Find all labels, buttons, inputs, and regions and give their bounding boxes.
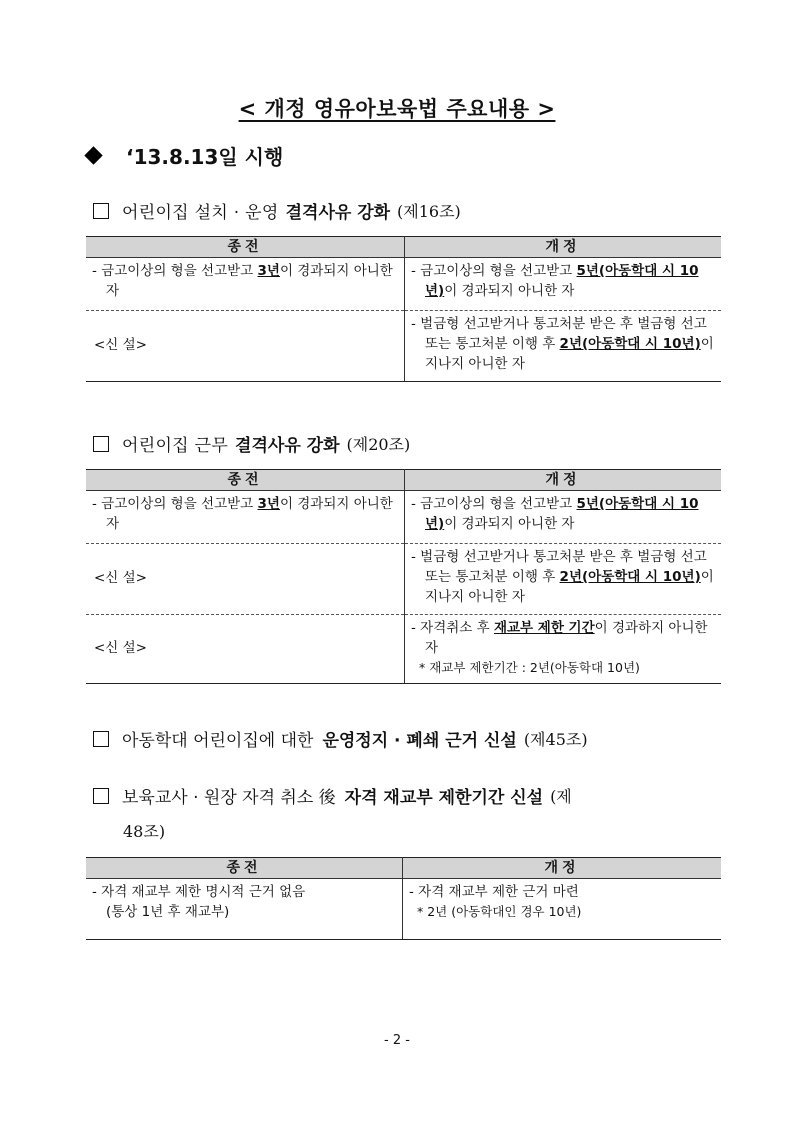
page-number: - 2 - <box>384 1033 410 1048</box>
section-label: 아동학대 어린이집에 대한 <box>122 731 314 751</box>
header-old: 종전 <box>86 237 405 258</box>
section-label: 어린이집 설치 · 운영 <box>122 203 279 223</box>
footnote: * 재교부 제한기간 : 2년(아동학대 10년) <box>419 660 640 675</box>
section-heading-16 <box>93 198 461 223</box>
new-cell: - 벌금형 선고받거나 통고처분 받은 후 벌금형 선고 또는 통고처분 이행 후 2년(아동학대 시 10년)이 지나지 아니한 자 <box>405 311 722 382</box>
diamond-bullet-icon <box>84 146 102 164</box>
comparison-table-48 <box>86 857 721 940</box>
checkbox-square-icon <box>93 436 109 452</box>
section-label: 보육교사 · 원장 자격 취소 後 <box>122 788 336 808</box>
page-title: < 개정 영유아보육법 주요내용 > <box>238 97 556 121</box>
section-label: 어린이집 근무 <box>122 436 229 456</box>
section-heading-48 <box>93 783 572 808</box>
comparison-table-20 <box>86 469 721 684</box>
checkbox-square-icon <box>93 731 109 747</box>
section-article-ref: (제20조) <box>346 435 411 454</box>
old-cell: <신 설> <box>86 311 405 382</box>
section-bold-label: 자격 재교부 제한기간 신설 <box>344 788 544 808</box>
section-bold-label: 운영정지 · 폐쇄 근거 신설 <box>322 731 517 751</box>
effective-date-heading <box>85 141 283 170</box>
table-row <box>86 491 721 544</box>
section-article-ref-continued: 48조) <box>123 822 166 841</box>
table-row <box>86 544 721 615</box>
section-article-ref: (제 <box>550 787 572 806</box>
table-row <box>86 258 721 311</box>
section-article-ref: (제45조) <box>523 730 588 749</box>
checkbox-square-icon <box>93 203 109 219</box>
old-cell: - 금고이상의 형을 선고받고 3년이 경과되지 아니한 자 <box>86 258 405 311</box>
comparison-table-16 <box>86 236 721 382</box>
old-cell: - 자격 재교부 제한 명시적 근거 없음 (통상 1년 후 재교부) <box>86 879 403 940</box>
table-row <box>86 311 721 382</box>
section-bold-label: 결격사유 강화 <box>285 203 391 223</box>
old-cell: - 금고이상의 형을 선고받고 3년이 경과되지 아니한 자 <box>86 491 405 544</box>
section-bold-label: 결격사유 강화 <box>235 436 340 456</box>
new-cell: - 자격 재교부 제한 근거 마련 * 2년 (아동학대인 경우 10년) <box>403 879 722 940</box>
header-new: 개정 <box>403 858 722 879</box>
old-cell: <신 설> <box>86 544 405 615</box>
old-cell: <신 설> <box>86 615 405 684</box>
section-heading-45 <box>93 726 588 751</box>
section-heading-20 <box>93 431 410 456</box>
footnote: * 2년 (아동학대인 경우 10년) <box>417 904 582 919</box>
new-cell: - 벌금형 선고받거나 통고처분 받은 후 벌금형 선고 또는 통고처분 이행 후 2년(아동학대 시 10년)이 지나지 아니한 자 <box>405 544 722 615</box>
header-old: 종전 <box>86 470 405 491</box>
checkbox-square-icon <box>93 788 109 804</box>
effective-date-text: ‘13.8.13일 시행 <box>126 145 284 169</box>
header-old: 종전 <box>86 858 403 879</box>
table-row <box>86 615 721 684</box>
new-cell: - 자격취소 후 재교부 제한 기간이 경과하지 아니한 자 * 재교부 제한기간 : 2년(아동학대 10년) <box>405 615 722 684</box>
header-new: 개정 <box>405 470 722 491</box>
section-article-ref: (제16조) <box>397 202 461 221</box>
table-row <box>86 879 721 940</box>
new-cell: - 금고이상의 형을 선고받고 5년(아동학대 시 10년)이 경과되지 아니한 자 <box>405 258 722 311</box>
new-cell: - 금고이상의 형을 선고받고 5년(아동학대 시 10년)이 경과되지 아니한 자 <box>405 491 722 544</box>
header-new: 개정 <box>405 237 722 258</box>
